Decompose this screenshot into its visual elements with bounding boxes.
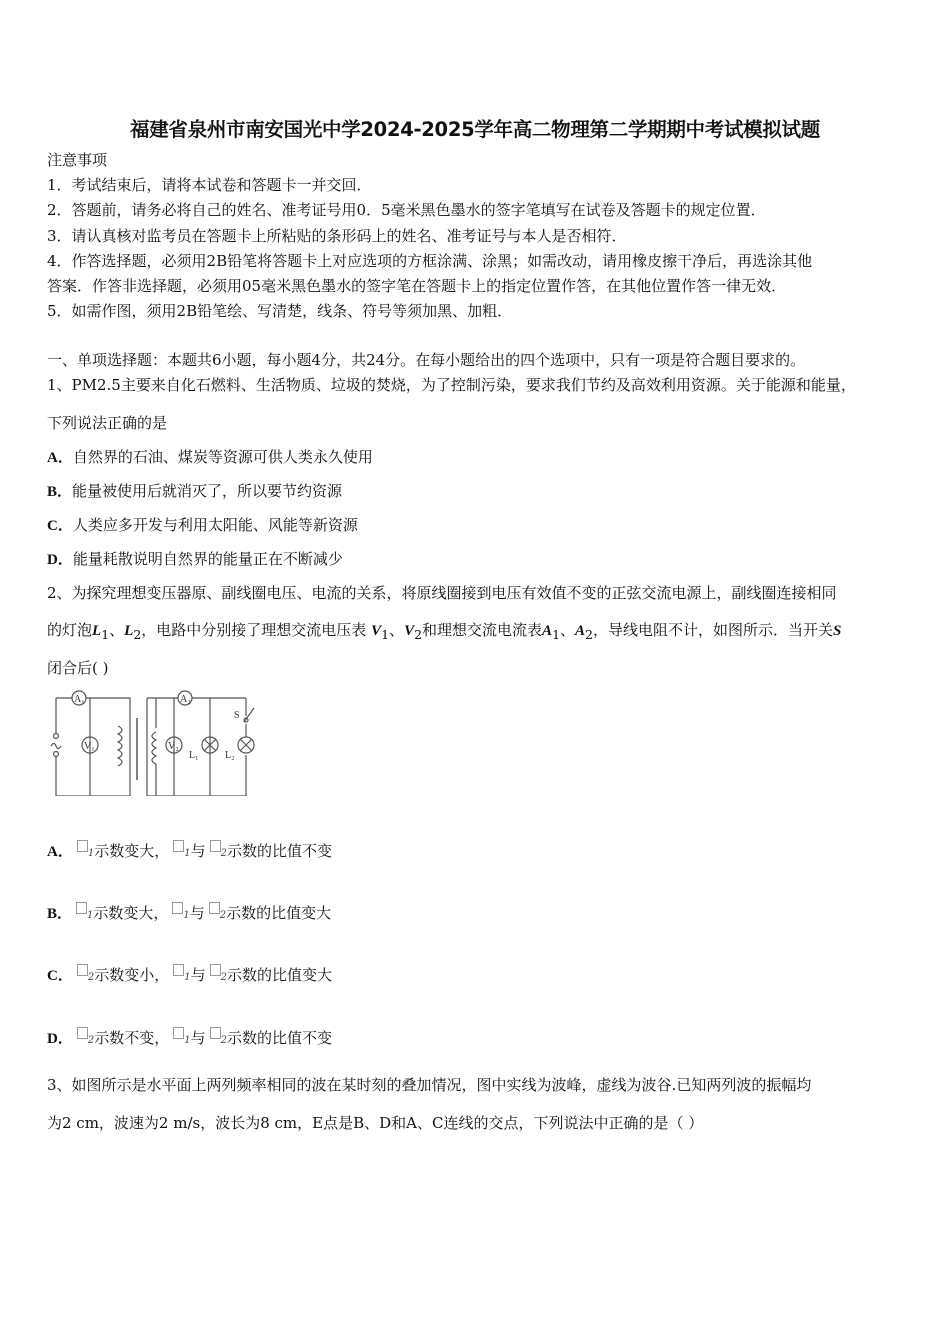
question-3-text: 为2 cm，波速为2 m/s，波长为8 cm，E点是B、D和A、C连线的交点，下列说法中正确的是（ ） <box>47 1114 704 1132</box>
page-title: 福建省泉州市南安国光中学2024-2025学年高二物理第二学期期中考试模拟试题 <box>130 118 820 141</box>
q1-option-c[interactable]: C．人类应多开发与利用太阳能、风能等新资源 <box>47 516 358 534</box>
notice-item: 答案．作答非选择题，必须用05毫米黑色墨水的签字笔在答题卡上的指定位置作答，在其他位置作答一律无效． <box>47 277 787 295</box>
question-2-text: 闭合后( ) <box>47 659 109 677</box>
section-heading: 一、单项选择题：本题共6小题，每小题4分，共24分。在每小题给出的四个选项中，只有一项是符合题目要求的。 <box>47 351 806 369</box>
q1-option-b[interactable]: B．能量被使用后就消灭了，所以要节约资源 <box>47 482 343 500</box>
question-1-text: 1、PM2.5主要来自化石燃料、生活物质、垃圾的焚烧，为了控制污染，要求我们节约及高效利用资源。关于能源和能量， <box>47 376 856 394</box>
question-2-text: 的灯泡$L_1$、$L_2$，电路中分别接了理想交流电压表 $V_1$、$V_2$和理想交流电流表$A_1$、$A_2$，导线电阻不计，如图所示．当开关S <box>47 621 842 642</box>
q2-option-d[interactable]: D． 2示数不变， 1与 2示数的比值不变 <box>47 1029 333 1047</box>
svg-text:S: S <box>234 710 240 721</box>
svg-text:A₂: A₂ <box>180 694 191 705</box>
q1-option-a[interactable]: A．自然界的石油、煤炭等资源可供人类永久使用 <box>47 448 373 466</box>
notice-item: 2．答题前，请务必将自己的姓名、准考证号用0．5毫米黑色墨水的签字笔填写在试卷及答题卡的规定位置． <box>47 201 766 219</box>
svg-text:V₁: V₁ <box>84 741 95 752</box>
question-3-text: 3、如图所示是水平面上两列频率相同的波在某时刻的叠加情况，图中实线为波峰，虚线为波谷.已知两列波的振幅均 <box>47 1076 812 1094</box>
svg-text:V₂: V₂ <box>168 741 179 752</box>
q2-option-c[interactable]: C． 2示数变小， 1与 2示数的比值变大 <box>47 966 333 984</box>
q2-option-a[interactable]: A． 1示数变大， 1与 2示数的比值不变 <box>47 842 333 860</box>
q2-option-b[interactable]: B． 1示数变大， 1与 2示数的比值变大 <box>47 904 332 922</box>
notice-item: 1．考试结束后，请将本试卷和答题卡一并交回． <box>47 176 372 194</box>
svg-text:L₂: L₂ <box>225 750 235 761</box>
transformer-circuit-diagram <box>48 688 268 796</box>
notice-heading: 注意事项 <box>47 151 108 169</box>
notice-item: 5．如需作图，须用2B铅笔绘、写清楚，线条、符号等须加黑、加粗． <box>47 302 513 320</box>
svg-text:L₁: L₁ <box>189 750 199 761</box>
svg-text:A₁: A₁ <box>74 694 85 705</box>
question-2-text: 2、为探究理想变压器原、副线圈电压、电流的关系，将原线圈接到电压有效值不变的正弦交流电源上，副线圈连接相同 <box>47 584 837 602</box>
notice-item: 3．请认真核对监考员在答题卡上所粘贴的条形码上的姓名、准考证号与本人是否相符． <box>47 227 627 245</box>
question-1-text: 下列说法正确的是 <box>47 414 168 432</box>
notice-item: 4．作答选择题，必须用2B铅笔将答题卡上对应选项的方框涂满、涂黑；如需改动，请用橡皮擦干净后，再选涂其他 <box>47 252 813 270</box>
q1-option-d[interactable]: D．能量耗散说明自然界的能量正在不断减少 <box>47 550 343 568</box>
